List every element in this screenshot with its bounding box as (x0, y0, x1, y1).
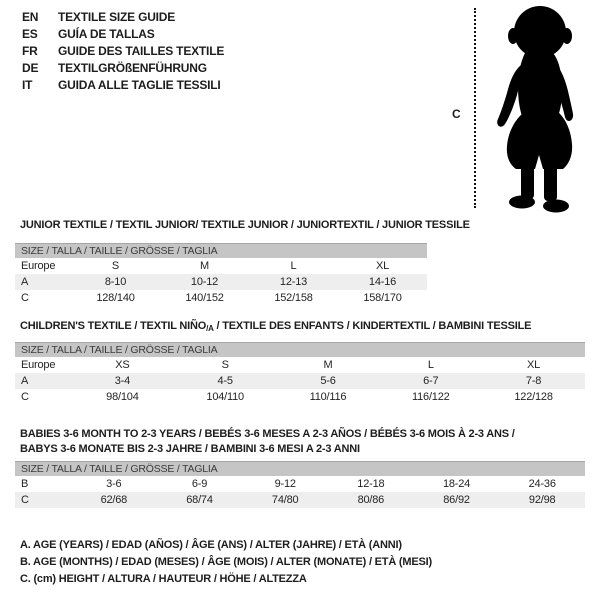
table-cell: 152/158 (274, 292, 313, 304)
size-table-header: SIZE / TALLA / TAILLE / GRÖSSE / TAGLIA (15, 461, 585, 476)
table-cell: XL (527, 359, 541, 371)
junior-section-heading: JUNIOR TEXTILE / TEXTIL JUNIOR/ TEXTILE JUNIOR / JUNIORTEXTIL / JUNIOR TESSILE (20, 219, 470, 231)
list-item (22, 60, 224, 77)
table-cell: 74/80 (271, 494, 299, 506)
junior-size-table (15, 243, 427, 306)
heading-subscript: /A (206, 324, 214, 333)
guide-title: GUIDA ALLE TAGLIE TESSILI (58, 78, 221, 92)
table-cell: 3-4 (114, 375, 131, 387)
row-label: A (21, 375, 29, 387)
table-cell: 12-13 (279, 276, 308, 288)
language-code: ES (22, 27, 38, 41)
table-cell: 7-8 (525, 375, 542, 387)
table-cell: 6-9 (191, 478, 208, 490)
children-section-heading (20, 319, 531, 336)
table-cell: 140/152 (185, 292, 224, 304)
table-cell: 104/110 (206, 391, 244, 403)
table-cell: 24-36 (528, 478, 556, 490)
table-cell: S (221, 359, 229, 371)
legend-line-b: B. AGE (MONTHS) / EDAD (MESES) / ÂGE (MOIS) / ALTER (MONATE) / ETÀ (MESI) (20, 556, 432, 568)
table-cell: L (290, 260, 297, 272)
row-label: C (21, 494, 29, 506)
list-item (22, 26, 224, 43)
table-cell: 8-10 (104, 276, 127, 288)
row-label: C (21, 391, 29, 403)
table-row (15, 389, 585, 405)
table-cell: 122/128 (514, 391, 553, 403)
babies-section-heading (20, 427, 515, 457)
row-label: B (21, 478, 29, 490)
size-table-header: SIZE / TALLA / TAILLE / GRÖSSE / TAGLIA (15, 243, 427, 258)
heading-text: / TEXTILE DES ENFANTS / KINDERTEXTIL / BAMBINI TESSILE (213, 320, 532, 332)
list-item (22, 77, 224, 94)
table-cell: 128/140 (96, 292, 135, 304)
guide-title: GUIDE DES TAILLES TEXTILE (58, 44, 225, 58)
row-label: C (21, 292, 29, 304)
heading-line-2: BABYS 3-6 MONATE BIS 2-3 JAHRE / BAMBINI 3-6 MESI A 2-3 ANNI (20, 443, 360, 455)
table-cell: 4-5 (217, 375, 233, 387)
row-label: Europe (21, 260, 56, 272)
table-row (15, 258, 427, 274)
guide-title: TEXTILGRÖßENFÜHRUNG (58, 61, 207, 75)
toddler-silhouette (483, 5, 595, 213)
table-cell: 68/74 (186, 494, 213, 506)
height-measure-dotted-line (474, 8, 476, 208)
table-cell: M (323, 359, 333, 371)
row-label: Europe (21, 359, 56, 371)
heading-line-1: BABIES 3-6 MONTH TO 2-3 YEARS / BEBÉS 3-6 MESES A 2-3 AÑOS / BÉBÉS 3-6 MOIS À 2-3 ANS / (20, 428, 515, 440)
table-row (15, 492, 585, 508)
table-cell: 98/104 (106, 391, 139, 403)
children-size-table (15, 342, 585, 405)
table-cell: 5-6 (320, 375, 336, 387)
language-code: DE (22, 61, 39, 75)
table-row (15, 357, 585, 373)
table-cell: XS (115, 359, 130, 371)
table-row (15, 373, 585, 389)
table-cell: 18-24 (442, 478, 471, 490)
table-cell: 110/116 (309, 391, 347, 403)
list-item (22, 9, 224, 26)
legend-line-c: C. (cm) HEIGHT / ALTURA / HAUTEUR / HÖHE / ALTEZZA (20, 573, 307, 585)
guide-title: GUÍA DE TALLAS (58, 27, 155, 41)
legend-line-a: A. AGE (YEARS) / EDAD (AÑOS) / ÂGE (ANS) / ALTER (JAHRE) / ETÀ (ANNI) (20, 539, 402, 551)
size-table-header: SIZE / TALLA / TAILLE / GRÖSSE / TAGLIA (15, 342, 585, 357)
table-cell: 62/68 (100, 494, 128, 506)
language-code: FR (22, 44, 38, 58)
language-guide-list (22, 9, 224, 94)
table-cell: 6-7 (423, 375, 439, 387)
table-cell: 92/98 (528, 494, 556, 506)
table-cell: 9-12 (274, 478, 296, 490)
table-cell: 3-6 (106, 478, 122, 490)
table-cell: XL (375, 260, 390, 272)
table-cell: S (111, 260, 120, 272)
table-cell: 14-16 (368, 276, 397, 288)
table-row (15, 476, 585, 492)
table-row (15, 290, 427, 306)
table-cell: L (427, 359, 434, 371)
table-row (15, 274, 427, 290)
list-item (22, 43, 224, 60)
table-cell: 12-18 (357, 478, 385, 490)
table-cell: 10-12 (190, 276, 219, 288)
table-cell: 158/170 (363, 292, 402, 304)
table-cell: 86/92 (443, 494, 470, 506)
height-measure-label: C (452, 107, 461, 121)
language-code: IT (22, 78, 33, 92)
table-cell: 116/122 (412, 391, 450, 403)
table-cell: 80/86 (357, 494, 385, 506)
measurement-legend (20, 537, 432, 588)
heading-text: CHILDREN'S TEXTILE / TEXTIL NIÑO (20, 320, 207, 332)
language-code: EN (22, 10, 39, 24)
guide-title: TEXTILE SIZE GUIDE (58, 10, 176, 24)
table-cell: M (200, 260, 209, 272)
row-label: A (21, 276, 29, 288)
babies-size-table (15, 461, 585, 508)
